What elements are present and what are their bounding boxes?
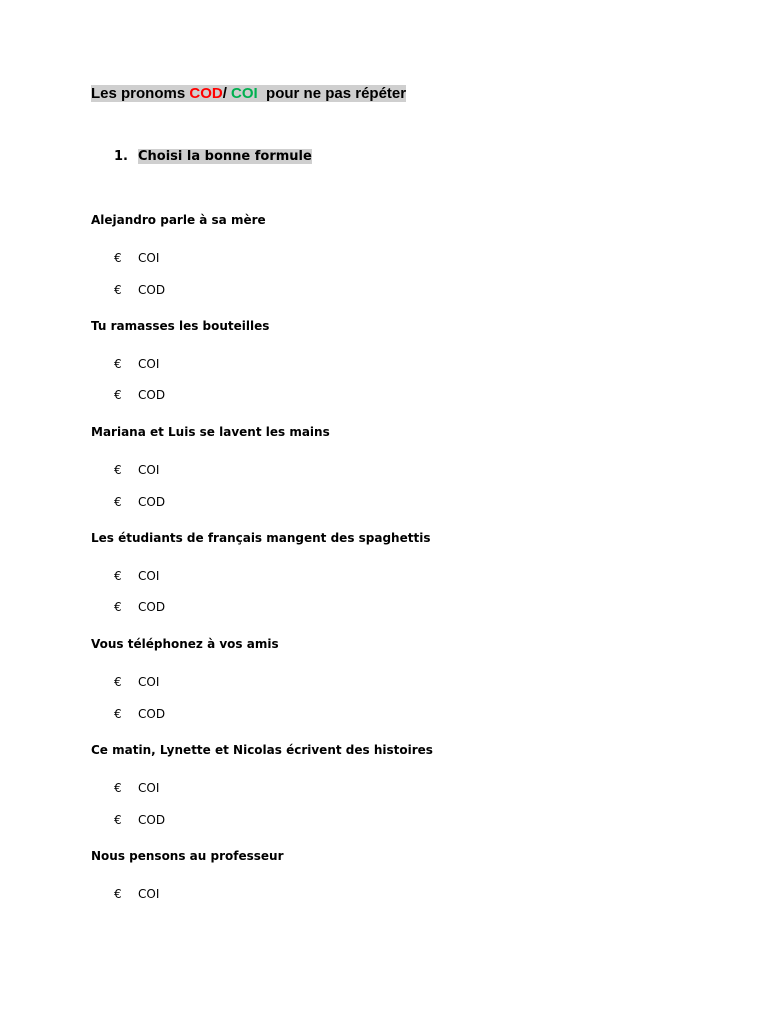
- checkbox-icon[interactable]: €: [114, 388, 122, 402]
- checkbox-icon[interactable]: €: [114, 781, 122, 795]
- question-5: Vous téléphonez à vos amis: [91, 637, 279, 651]
- title-highlight: [91, 85, 406, 102]
- option-label: COI: [138, 887, 160, 901]
- checkbox-icon[interactable]: €: [114, 463, 122, 477]
- checkbox-icon[interactable]: €: [114, 813, 122, 827]
- checkbox-icon[interactable]: €: [114, 675, 122, 689]
- checkbox-icon[interactable]: €: [114, 569, 122, 583]
- option-row[interactable]: [114, 568, 159, 584]
- title-coi: COI: [231, 85, 258, 102]
- question-3: Mariana et Luis se lavent les mains: [91, 425, 330, 439]
- question-7: Nous pensons au professeur: [91, 849, 284, 863]
- option-label: COD: [138, 388, 166, 402]
- option-row[interactable]: [114, 494, 165, 510]
- option-row[interactable]: [114, 812, 165, 828]
- checkbox-icon[interactable]: €: [114, 251, 122, 265]
- option-row[interactable]: [114, 282, 165, 298]
- title-suffix: pour ne pas répéter: [257, 85, 407, 102]
- question-4: Les étudiants de français mangent des spaghettis: [91, 531, 431, 545]
- question-1: Alejandro parle à sa mère: [91, 213, 266, 227]
- option-label: COI: [138, 357, 160, 371]
- question-2: Tu ramasses les bouteilles: [91, 319, 270, 333]
- checkbox-icon[interactable]: €: [114, 600, 122, 614]
- option-label: COD: [138, 813, 166, 827]
- option-row[interactable]: [114, 387, 165, 403]
- option-label: COD: [138, 600, 166, 614]
- option-label: COI: [138, 569, 160, 583]
- option-label: COD: [138, 707, 166, 721]
- option-label: COD: [138, 495, 166, 509]
- option-label: COI: [138, 675, 160, 689]
- question-6: Ce matin, Lynette et Nicolas écrivent des histoires: [91, 743, 433, 757]
- checkbox-icon[interactable]: €: [114, 283, 122, 297]
- option-row[interactable]: [114, 674, 159, 690]
- title-cod: COD: [189, 85, 223, 102]
- option-label: COI: [138, 251, 160, 265]
- option-row[interactable]: [114, 250, 159, 266]
- section-number: 1.: [114, 149, 128, 164]
- option-row[interactable]: [114, 780, 159, 796]
- option-label: COI: [138, 463, 160, 477]
- document-title: [91, 84, 406, 104]
- checkbox-icon[interactable]: €: [114, 495, 122, 509]
- section-heading: [114, 147, 312, 166]
- option-row[interactable]: [114, 706, 165, 722]
- option-row[interactable]: [114, 356, 159, 372]
- option-row[interactable]: [114, 886, 159, 902]
- title-slash: /: [222, 85, 232, 102]
- option-row[interactable]: [114, 462, 159, 478]
- option-row[interactable]: [114, 599, 165, 615]
- option-label: COI: [138, 781, 160, 795]
- checkbox-icon[interactable]: €: [114, 887, 122, 901]
- section-heading-text: Choisi la bonne formule: [138, 149, 312, 164]
- title-prefix: Les pronoms: [91, 85, 190, 102]
- checkbox-icon[interactable]: €: [114, 357, 122, 371]
- checkbox-icon[interactable]: €: [114, 707, 122, 721]
- option-label: COD: [138, 283, 166, 297]
